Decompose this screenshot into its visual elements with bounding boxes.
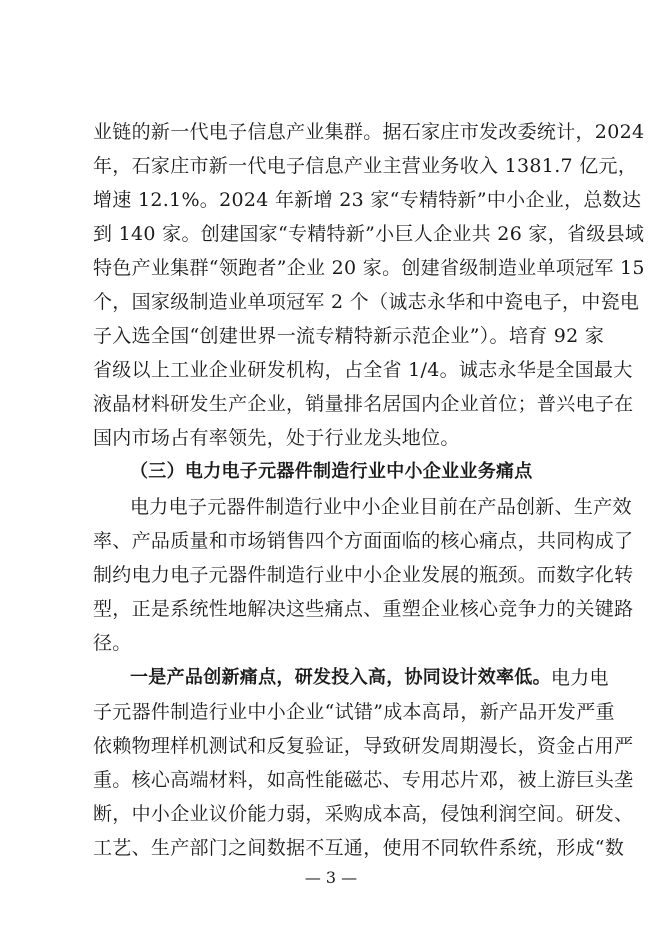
paragraph-line: 径。 [93, 632, 132, 654]
paragraph-line: 业链的新一代电子信息产业集群。据石家庄市发改委统计，2024 [93, 121, 645, 143]
paragraph-lead-rest: 电力电 [550, 667, 609, 689]
paragraph-first-line [130, 664, 609, 692]
paragraph-line: 电力电子元器件制造行业中小企业目前在产品创新、生产效 [130, 496, 632, 518]
paragraph-line: 液晶材料研发生产企业，销量排名居国内企业首位；普兴电子在 [93, 393, 634, 415]
paragraph-line: 个，国家级制造业单项冠军 2 个（诚志永华和中瓷电子，中瓷电 [93, 291, 640, 313]
paragraph-line: 型，正是系统性地解决这些痛点、重塑企业核心竞争力的关键路 [93, 598, 634, 620]
paragraph-lead-bold: 一是产品创新痛点，研发投入高，协同设计效率低。 [130, 667, 551, 688]
paragraph-line: 增速 12.1%。2024 年新增 23 家“专精特新”中小企业，总数达 [93, 189, 642, 211]
paragraph-line: 重。核心高端材料，如高性能磁芯、专用芯片邓，被上游巨头垄 [93, 769, 634, 791]
paragraph-line: 依赖物理样机测试和反复验证，导致研发周期漫长，资金占用严 [93, 735, 634, 757]
paragraph-line: 子入选全国“创建世界一流专精特新示范企业”）。培育 92 家 [93, 325, 605, 347]
page-number: — 3 — [304, 868, 358, 887]
paragraph-line: 国内市场占有率领先，处于行业龙头地位。 [93, 427, 460, 449]
paragraph-line: 子元器件制造行业中小企业“试错”成本高昂，新产品开发严重 [93, 701, 615, 723]
paragraph-line: 特色产业集群“领跑者”企业 20 家。创建省级制造业单项冠军 15 [93, 257, 645, 279]
paragraph-line: 省级以上工业企业研发机构，占全省 1/4。诚志永华是全国最大 [93, 359, 633, 381]
paragraph-line: 工艺、生产部门之间数据不互通，使用不同软件系统，形成“数 [93, 837, 625, 859]
paragraph-line: 制约电力电子元器件制造行业中小企业发展的瓶颈。而数字化转 [93, 564, 634, 586]
section-heading: （三）电力电子元器件制造行业中小企业业务痛点 [130, 461, 533, 482]
paragraph-line: 到 140 家。创建国家“专精特新”小巨人企业共 26 家，省级县域 [93, 223, 645, 245]
paragraph-line: 断，中小企业议价能力弱，采购成本高，侵蚀利润空间。研发、 [93, 803, 634, 825]
paragraph-line: 年，石家庄市新一代电子信息产业主营业务收入 1381.7 亿元， [93, 155, 638, 177]
paragraph-line: 率、产品质量和市场销售四个方面面临的核心痛点，共同构成了 [93, 530, 634, 552]
